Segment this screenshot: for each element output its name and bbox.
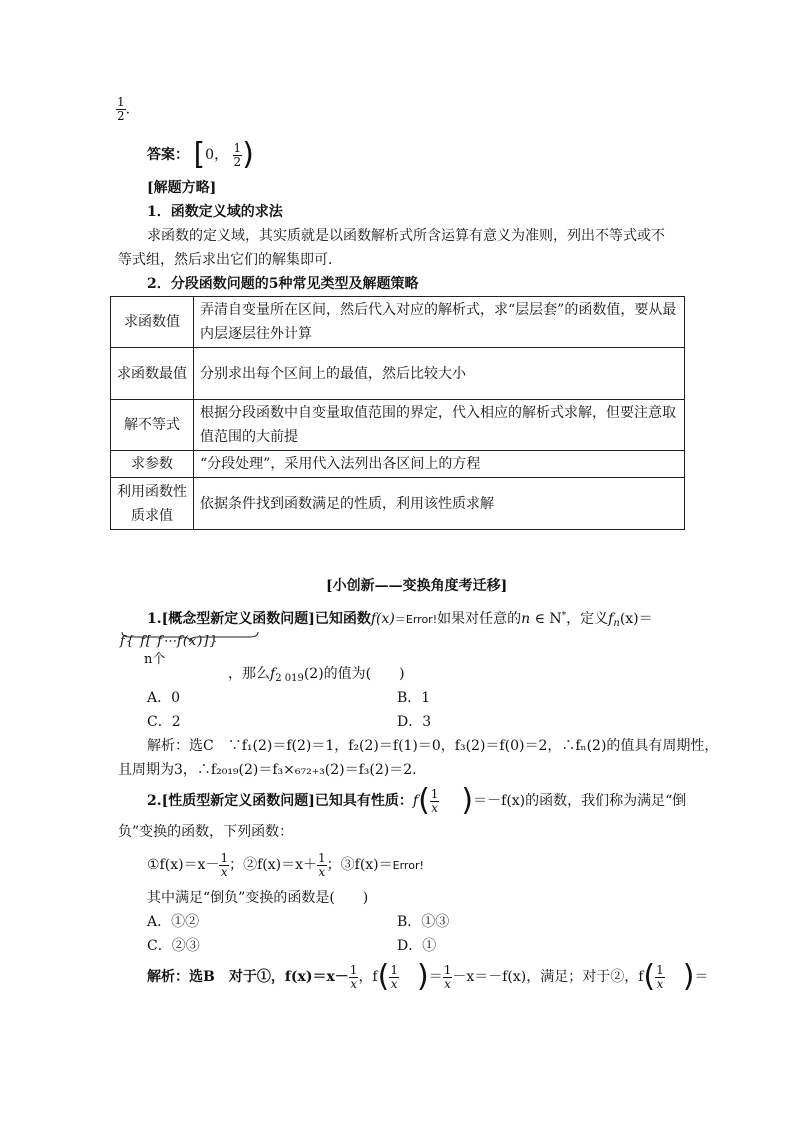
q2-prompt: 其中满足“倒负”变换的函数是( ) (147, 890, 369, 906)
table-row (111, 400, 685, 451)
table-row-text: “分段处理”，采用代入法列出各区间上的方程 (194, 451, 685, 478)
fraction: $\frac{1}{x}$ (656, 962, 664, 991)
table-row-label: 利用函数性质求值 (111, 478, 194, 530)
top-fraction: $\frac{1}{2}$ . (117, 95, 131, 123)
table-row-text: 分别求出每个区间上的最值，然后比较大小 (194, 348, 685, 400)
q1-stem-line2: ，那么$f_{2 019}(2)$的值为( ) (228, 666, 405, 684)
q2-option-a[interactable]: A．①② (147, 914, 200, 930)
q2-solution: 解析：选B 对于①，f(x)＝x－ $\frac{1}{x}$ ，f( $\frac{1}{x}$ )＝ $\frac{1}{x}$ －x＝－f(x)，满足；对于②，f( $\frac{1}{x}$ )＝ (147, 959, 709, 994)
section1-text-line2: 等式组，然后求出它们的解集即可． (118, 252, 342, 268)
fraction: $\frac{1}{x}$ (443, 962, 452, 991)
table-row-text: 依据条件找到函数满足的性质，利用该性质求解 (194, 478, 685, 530)
table-row-text: 弄清自变量所在区间，然后代入对应的解析式，求“层层套”的函数值，要从最内层逐层往外计算 (194, 297, 685, 348)
q2-stem-line2: 负”变换的函数，下列函数： (118, 824, 294, 840)
q1-option-d[interactable]: D．3 (397, 714, 432, 730)
table-row-text: 根据分段函数中自变量取值范围的界定，代入相应的解析式求解，但要注意取值范围的大前提 (194, 400, 685, 451)
fraction: $\frac{1}{x}$ (349, 962, 358, 991)
section-title: [小创新——变换角度考迁移] (326, 578, 508, 594)
q1-option-b[interactable]: B．1 (397, 690, 431, 706)
fraction: $\frac{1}{x}$ (390, 962, 398, 991)
table-row (111, 297, 685, 348)
q1-n-times: n个 (144, 652, 166, 667)
q2-option-c[interactable]: C．②③ (147, 938, 200, 954)
table-row-label: 求参数 (111, 451, 194, 478)
table-row-label: 求函数值 (111, 297, 194, 348)
q1-solution-line2: 且周期为3，∴f₂₀₁₉(2)＝f₃×₆₇₂₊₃(2)＝f₃(2)＝2. (118, 762, 417, 778)
strategy-heading: [解题方略] (147, 180, 217, 196)
q2-fraction: $\frac{1}{x}$ (430, 786, 439, 815)
table-row (111, 348, 685, 400)
answer-line: 答案： [0， $\frac{1}{2}$ ) (147, 137, 254, 172)
section1-heading: 1．函数定义域的求法 (147, 204, 283, 220)
answer-fraction: $\frac{1}{2}$ (233, 140, 242, 169)
table-row-label: 求函数最值 (111, 348, 194, 400)
section2-heading: 2．分段函数问题的5种常见类型及解题策略 (147, 276, 419, 292)
table-row-label: 解不等式 (111, 400, 194, 451)
table-row (111, 478, 685, 530)
q1-solution-line1: 解析：选C ∵f₁(2)＝f(2)＝1，f₂(2)＝f(1)＝0，f₃(2)＝f(0)＝2，∴fₙ(2)的值具有周期性， (147, 738, 719, 754)
q2-option-d[interactable]: D．① (397, 938, 437, 954)
strategy-table (110, 296, 685, 530)
q2-stem-line1: 2.[性质型新定义函数问题]已知具有性质：f( $\frac{1}{x}$ )＝－f(x)的函数，我们称为满足“倒 (147, 783, 687, 818)
q1-stem-line1: 1.[概念型新定义函数问题]已知函数f(x)＝Error!如果对任意的n ∈ N*，定义$f_n(x)=$ (147, 611, 653, 629)
q1-nested-expression: f{ f[ f⋯f(x)]} (120, 634, 219, 649)
table-row (111, 451, 685, 478)
underbrace-icon (120, 630, 260, 644)
section1-text-line1: 求函数的定义域，其实质就是以函数解析式所含运算有意义为准则，列出不等式或不 (147, 228, 665, 244)
q2-functions: ①f(x)＝x－ $\frac{1}{x}$ ；②f(x)＝x＋ $\frac{1}{x}$ ；③f(x)＝Error! (147, 850, 424, 879)
fraction: $\frac{1}{2}$ (117, 95, 125, 123)
q1-option-c[interactable]: C．2 (147, 714, 181, 730)
q1-option-a[interactable]: A．0 (147, 690, 181, 706)
fraction: $\frac{1}{x}$ (220, 850, 229, 879)
fraction: $\frac{1}{x}$ (318, 850, 326, 879)
q2-option-b[interactable]: B．①③ (397, 914, 450, 930)
